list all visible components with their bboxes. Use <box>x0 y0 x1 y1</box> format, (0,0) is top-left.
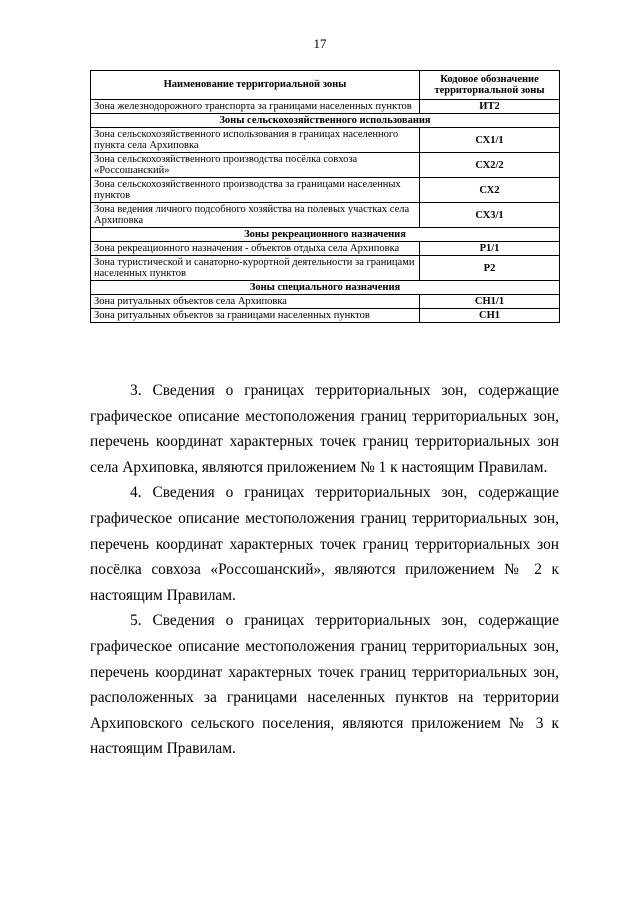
table-row <box>91 178 560 203</box>
table-row <box>91 295 560 309</box>
table-row <box>91 153 560 178</box>
zone-name: Зона туристической и санаторно-курортной деятельности за границами населенных пунктов <box>91 256 420 281</box>
zone-code: СХ3/1 <box>420 203 560 228</box>
section-title: Зоны специального назначения <box>91 281 560 295</box>
section-title: Зоны сельскохозяйственного использования <box>91 114 560 128</box>
zone-code: Р2 <box>420 256 560 281</box>
paragraph-3: 3. Сведения о границах территориальных зон, содержащие графическое описание местоположения границ территориальных зон, перечень координат характерных точек границ территориальных зон села Архиповка, являются приложением № 1 к настоящим Правилам. <box>90 382 559 476</box>
table-row <box>91 242 560 256</box>
zone-name: Зона ритуальных объектов села Архиповка <box>91 295 420 309</box>
zone-name: Зона железнодорожного транспорта за границами населенных пунктов <box>91 100 420 114</box>
territorial-zones-table <box>90 70 560 323</box>
zone-code: СХ2/2 <box>420 153 560 178</box>
paragraph-4: 4. Сведения о границах территориальных зон, содержащие графическое описание местоположения границ территориальных зон, перечень координат характерных точек границ территориальных зон посёлка совхоза «Россошанский», являются приложением № 2 к настоящим Правилам. <box>90 484 559 604</box>
table-row <box>91 256 560 281</box>
body-text <box>90 378 559 762</box>
section-row <box>91 281 560 295</box>
table-row <box>91 128 560 153</box>
header-zone-code: Кодовое обозначение территориальной зоны <box>420 71 560 100</box>
zone-code: СХ1/1 <box>420 128 560 153</box>
zone-code: Р1/1 <box>420 242 560 256</box>
paragraph-5: 5. Сведения о границах территориальных зон, содержащие графическое описание местоположения границ территориальных зон, перечень координат характерных точек границ территориальных зон, расположенных за границами населенных пунктов на территории Архиповского сельского поселения, являются приложением № 3 к настоящим Правилам. <box>90 612 559 758</box>
header-zone-name: Наименование территориальной зоны <box>91 71 420 100</box>
zone-code: ИТ2 <box>420 100 560 114</box>
section-row <box>91 228 560 242</box>
table-row <box>91 100 560 114</box>
zone-name: Зона сельскохозяйственного производства посёлка совхоза «Россошанский» <box>91 153 420 178</box>
section-title: Зоны рекреационного назначения <box>91 228 560 242</box>
section-row <box>91 114 560 128</box>
table-body <box>91 100 560 323</box>
zone-name: Зона ведения личного подсобного хозяйства на полевых участках села Архиповка <box>91 203 420 228</box>
zone-code: СХ2 <box>420 178 560 203</box>
zone-name: Зона рекреационного назначения - объектов отдыха села Архиповка <box>91 242 420 256</box>
zone-name: Зона ритуальных объектов за границами населенных пунктов <box>91 309 420 323</box>
zone-code: СН1 <box>420 309 560 323</box>
table-row <box>91 309 560 323</box>
page-number: 17 <box>313 36 327 51</box>
zone-code: СН1/1 <box>420 295 560 309</box>
zone-name: Зона сельскохозяйственного производства за границами населенных пунктов <box>91 178 420 203</box>
zone-name: Зона сельскохозяйственного использования в границах населенного пункта села Архиповка <box>91 128 420 153</box>
table-header-row <box>91 71 560 100</box>
table-row <box>91 203 560 228</box>
